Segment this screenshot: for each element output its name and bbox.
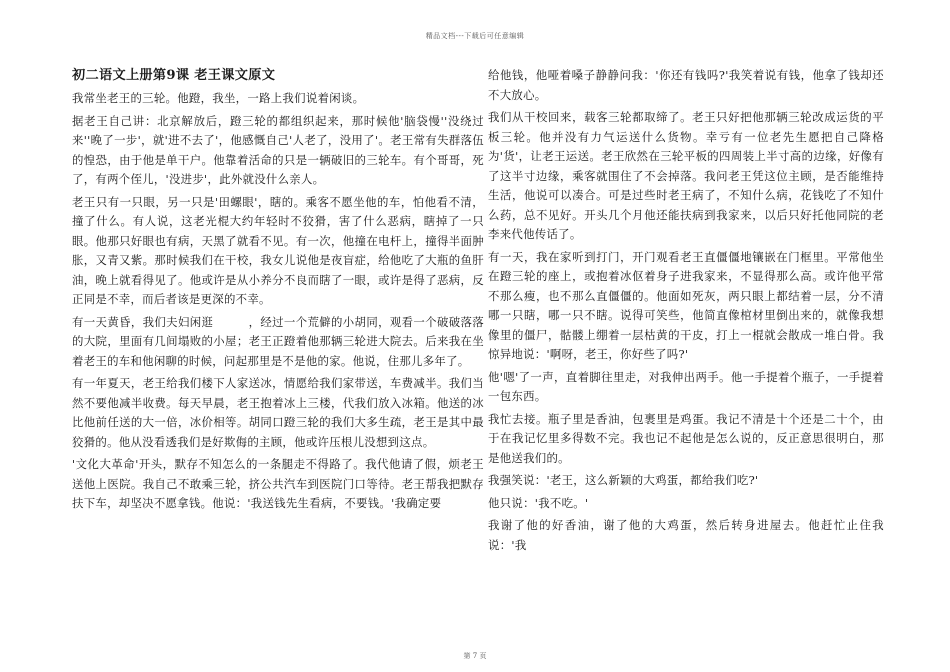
- paragraph: 据老王自己讲：北京解放后，蹬三轮的都组织起来，那时候他'脑袋慢''没绕过来''晚了一步'，就'进不去了'，他感慨自己'人老了，没用了'。老王常有失群落伍的惶恐，由于他是单干户。他靠着活命的只是一辆破旧的三轮车。有个哥哥，死了，有两个侄儿，'没进步'，此外就没什么亲人。: [72, 113, 484, 186]
- paragraph: 给他钱，他哑着嗓子静静问我：'你还有钱吗?'我笑着说有钱，他拿了钱却还不大放心。: [488, 68, 884, 102]
- paragraph: 我忙去接。瓶子里是香油，包裹里是鸡蛋。我记不清是十个还是二十个，由于在我记忆里多得数不完。我也记不起他是怎么说的，反正意思很明白，那是他送我们的。: [488, 411, 884, 465]
- paragraph: '文化大革命'开头，默存不知怎么的一条腿走不得路了。我代他请了假，烦老王送他上医院。我自己不敢乘三轮，挤公共汽车到医院门口等待。老王帮我把默存扶下车，却坚决不愿拿钱。他说：'我送钱先生看病，不要钱。'我确定要: [72, 457, 484, 510]
- paragraph: 他只说：'我不吃。': [488, 495, 589, 510]
- paragraph: 有一天，我在家听到打门，开门观看老王直僵僵地镶嵌在门框里。平常他坐在蹬三轮的座上，或抱着冰伛着身子进我家来，不显得那么高。或许他平常不那么瘦，也不那么直僵僵的。他面如死灰，两只眼上都结着一层，分不清哪一只瞎，哪一只不瞎。说得可笑些，他简直像棺材里倒出来的，就像我想像里的僵尸，骷髅上绷着一层枯黄的干皮，打上一棍就会散成一堆白骨。我惊异地说：'啊呀，老王，你好些了吗?': [488, 249, 884, 361]
- document-title: 初二语文上册第9课 老王课文原文: [72, 68, 276, 83]
- page-number: 第 7 页: [463, 652, 487, 660]
- page-header: 精品文档---下载后可任意编辑: [425, 32, 525, 40]
- left-column: [72, 66, 484, 517]
- paragraph: 老王只有一只眼，另一只是'田螺眼'，瞎的。乘客不愿坐他的车，怕他看不清，撞了什么。有人说，这老光棍大约年轻时不狡猾，害了什么恶病，瞎掉了一只眼。他那只好眼也有病，天黑了就看不见。有一次，他撞在电杆上，撞得半面肿胀，又青又紫。那时候我们在干校，我女儿说他是夜盲症，给他吃了大瓶的鱼肝油，晚上就看得见了。他或许是从小养分不良而瞎了一眼，或许是得了恶病，反正同是不幸，而后者该是更深的不幸。: [72, 194, 484, 306]
- paragraph: 有一天黄昏，我们夫妇闲逛 ，经过一个荒僻的小胡同，观看一个破破落落的大院，里面有几间塌败的小屋；老王正蹬着他那辆三轮进大院去。后来我在坐着老王的车和他闲聊的时候，问起那里是不是他的家。他说，住那儿多年了。: [72, 314, 484, 368]
- paragraph: 我谢了他的好香油，谢了他的大鸡蛋，然后转身进屋去。他赶忙止住我说：'我: [488, 518, 884, 552]
- paragraph: 我强笑说：'老王，这么新颖的大鸡蛋，都给我们吃?': [488, 473, 759, 487]
- paragraph: 他'嗯'了一声，直着脚往里走，对我伸出两手。他一手提着个瓶子，一手提着一包东西。: [488, 369, 884, 403]
- paragraph: 有一年夏天，老王给我们楼下人家送冰，情愿给我们家带送，车费减半。我们当然不要他减半收费。每天早晨，老王抱着冰上三楼，代我们放入冰箱。他送的冰比他前任送的大一倍，冰价相等。胡同口蹬三轮的我们大多生疏，老王是其中最狡猾的。他从没看透我们是好欺侮的主顾，他或许压根儿没想到这点。: [72, 376, 484, 449]
- paragraph: 我常坐老王的三轮。他蹬，我坐，一路上我们说着闲谈。: [72, 91, 365, 105]
- right-column: [488, 66, 884, 558]
- paragraph: 我们从干校回来，载客三轮都取缔了。老王只好把他那辆三轮改成运货的平板三轮。他并没有力气运送什么货物。幸亏有一位老先生愿把自己降格为'货'，让老王运送。老王欣然在三轮平板的四周装上半寸高的边缘，好像有了这半寸边缘，乘客就围住了不会掉落。我问老王凭这位主顾，是否能维持生活，他说可以凑合。可是过些时老王病了，不知什么病，花钱吃了不知什么药，总不见好。开头几个月他还能扶病到我家来，以后只好托他同院的老李来代他传话了。: [488, 110, 884, 241]
